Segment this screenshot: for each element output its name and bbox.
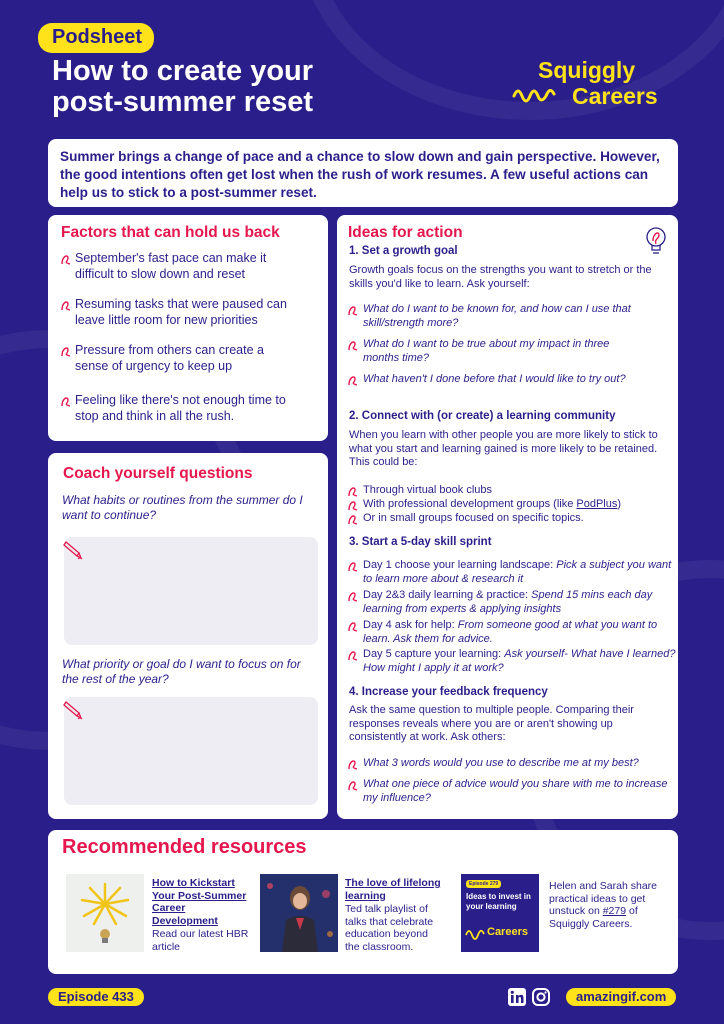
list-item [347, 498, 672, 512]
coach-heading: Coach yourself questions [63, 465, 253, 482]
linkedin-icon[interactable] [508, 988, 526, 1006]
list-item [347, 303, 672, 330]
section-4-body: Ask the same question to multiple people. Comparing their responses reveals where you are or aren't showing up consistently at work. Ask others: [349, 704, 634, 743]
list-item-text: What do I want to be known for, and how can I use that skill/strength more? [363, 303, 631, 329]
list-item [347, 757, 672, 771]
lightbulb-icon [643, 225, 669, 255]
list-item-lead: Day 2&3 daily learning & practice: [363, 589, 532, 601]
coach-questions-card [48, 453, 328, 819]
factors-card [48, 215, 328, 441]
list-item-text: With professional development groups (like [363, 498, 577, 510]
list-item-text: September's fast pace can make it difficult to slow down and reset [75, 251, 267, 281]
squiggle-bullet-icon [347, 589, 359, 603]
list-item [347, 648, 677, 675]
pencil-icon [62, 699, 84, 721]
factors-heading: Factors that can hold us back [61, 224, 280, 241]
section-1-body: Growth goals focus on the strengths you want to stretch or the skills you'd like to learn. Ask yourself: [349, 264, 652, 290]
squiggle-bullet-icon [60, 344, 72, 358]
episode-badge: Episode 433 [48, 988, 144, 1006]
list-item [347, 512, 672, 526]
section-4-title: 4. Increase your feedback frequency [349, 686, 548, 698]
list-item [60, 343, 280, 374]
list-item [60, 393, 290, 424]
thumb-episode-tag: Episode 279 [466, 880, 501, 888]
list-item-text: Spend 15 mins each day learning from experts & applying insights [363, 589, 653, 615]
squiggle-bullet-icon [60, 252, 72, 266]
list-item [347, 619, 667, 646]
list-item-text: What 3 words would you use to describe me at my best? [363, 757, 639, 769]
list-item [347, 589, 677, 616]
squiggle-bullet-icon [347, 338, 359, 352]
list-item-lead: Day 4 ask for help: [363, 619, 458, 631]
episode-279-link[interactable]: #279 [602, 905, 627, 917]
list-item [347, 778, 672, 805]
svg-text:Squiggly: Squiggly [538, 57, 636, 83]
list-item [347, 484, 672, 498]
ideas-card [337, 215, 678, 819]
list-item-text: What one piece of advice would you share with me to increase my influence? [363, 778, 668, 804]
squiggle-bullet-icon [347, 484, 359, 498]
section-3-title: 3. Start a 5-day skill sprint [349, 536, 492, 548]
episode-279-thumbnail[interactable] [461, 874, 539, 952]
list-item-text: ) [617, 498, 622, 510]
squiggle-bullet-icon [60, 298, 72, 312]
list-item-text: Through virtual book clubs [363, 484, 493, 496]
episode-279-desc [549, 880, 657, 930]
list-item [347, 373, 627, 387]
squiggle-bullet-icon [347, 559, 359, 573]
list-item-text: From someone good at what you want to learn. Ask them for advice. [363, 619, 658, 645]
episode-desc-text: of Squiggly Careers. [549, 905, 638, 930]
list-item-text: Ask yourself- What have I learned? How might I apply it at work? [363, 648, 676, 674]
section-2-title: 2. Connect with (or create) a learning community [349, 410, 616, 422]
hbr-article-thumbnail[interactable] [66, 874, 144, 952]
list-item [60, 251, 290, 282]
squiggle-bullet-icon [347, 757, 359, 771]
pencil-icon [62, 539, 84, 561]
squiggle-icon [465, 926, 487, 940]
intro-card: Summer brings a change of pace and a chance to slow down and gain perspective. However, the good intentions often get lost when the rush of work resumes. A few useful actions can help us to stick to a post-summer reset. [48, 139, 678, 207]
squiggle-bullet-icon [347, 778, 359, 792]
thumb-brand: Careers [487, 926, 528, 938]
squiggle-bullet-icon [347, 303, 359, 317]
ted-talk-thumbnail[interactable] [260, 874, 338, 952]
section-2-body: When you learn with other people you are more likely to stick to what you start and learning gained is more likely to be retained. This could be: [349, 429, 658, 468]
svg-text:Careers: Careers [572, 83, 658, 109]
list-item-text: Or in small groups focused on specific topics. [363, 512, 584, 524]
list-item-lead: Day 1 choose your learning landscape: [363, 559, 557, 571]
episode-desc-text: Helen and Sarah share practical ideas to get unstuck on [549, 880, 657, 917]
podplus-link[interactable]: PodPlus [576, 498, 618, 510]
squiggle-bullet-icon [347, 648, 359, 662]
section-1-title: 1. Set a growth goal [349, 245, 458, 257]
squiggle-bullet-icon [347, 373, 359, 387]
podsheet-tag: Podsheet [38, 23, 154, 53]
squiggle-bullet-icon [347, 498, 359, 512]
list-item-text: What haven't I done before that I would like to try out? [363, 373, 626, 385]
list-item-text: Pick a subject you want to learn more about & research it [363, 559, 672, 585]
ted-playlist-link[interactable]: The love of lifelong learning [345, 877, 441, 902]
website-link[interactable]: amazingif.com [566, 988, 676, 1006]
squiggle-bullet-icon [60, 394, 72, 408]
thumb-title: Ideas to invest in your learning [466, 892, 531, 911]
list-item-text: Resuming tasks that were paused can leave little room for new priorities [75, 297, 287, 327]
squiggly-careers-logo [512, 54, 684, 114]
ted-playlist-desc: Ted talk playlist of talks that celebrate education beyond the classroom. [345, 903, 434, 953]
list-item [347, 559, 677, 586]
hbr-article-desc: Read our latest HBR article [152, 928, 249, 953]
hbr-article-link[interactable]: How to Kickstart Your Post-Summer Career Development [152, 877, 247, 927]
list-item [60, 297, 290, 328]
answer-box-2[interactable] [64, 697, 318, 805]
resources-heading: Recommended resources [62, 836, 307, 858]
coach-question-1: What habits or routines from the summer do I want to continue? [62, 493, 303, 522]
page-title: How to create your post-summer reset [52, 55, 314, 118]
coach-question-2: What priority or goal do I want to focus on for the rest of the year? [62, 657, 301, 686]
list-item-lead: Day 5 capture your learning: [363, 648, 505, 660]
squiggle-bullet-icon [347, 619, 359, 633]
squiggle-bullet-icon [347, 512, 359, 526]
list-item [347, 338, 627, 365]
list-item-text: Feeling like there's not enough time to stop and think in all the rush. [75, 393, 286, 423]
list-item-text: What do I want to be true about my impact in three months time? [363, 338, 610, 364]
answer-box-1[interactable] [64, 537, 318, 645]
instagram-icon[interactable] [532, 988, 550, 1006]
ideas-heading: Ideas for action [348, 224, 463, 241]
list-item-text: Pressure from others can create a sense of urgency to keep up [75, 343, 264, 373]
resources-card [48, 830, 678, 974]
